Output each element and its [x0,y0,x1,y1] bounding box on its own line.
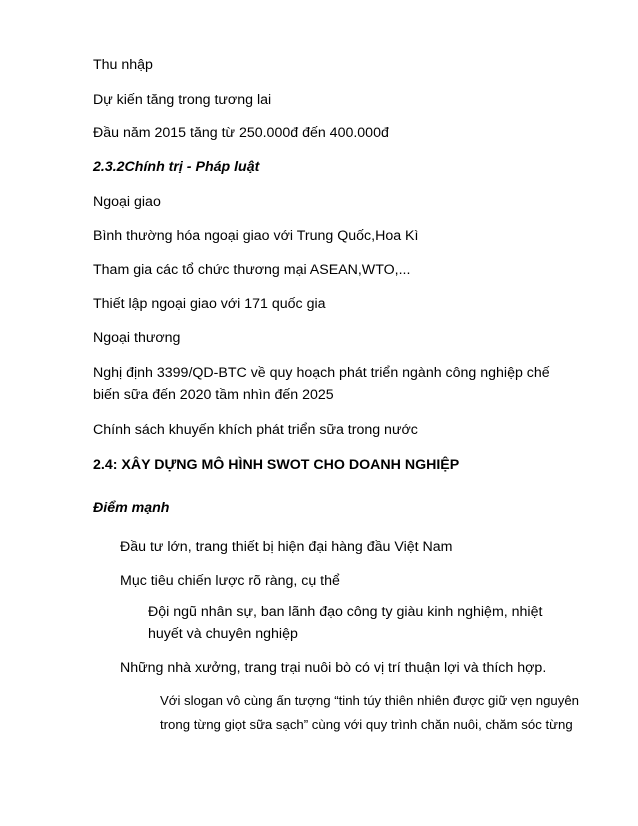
list-item: Với slogan vô cùng ấn tượng “tinh túy thiên nhiên được giữ vẹn nguyên trong từng giọt sữa sạch” cùng với quy trình chăn nuôi, chăm sóc từng [160,693,579,732]
text-line: Tham gia các tổ chức thương mại ASEAN,WTO,... [93,262,411,278]
subsection-heading: Điểm mạnh [93,500,170,516]
text-line: Đầu năm 2015 tăng từ 250.000đ đến 400.000đ [93,125,389,141]
text-line: Dự kiến tăng trong tương lai [93,92,272,108]
text-line: Chính sách khuyến khích phát triển sữa trong nước [93,422,418,438]
list-item: Những nhà xưởng, trang trại nuôi bò có vị trí thuận lợi và thích hợp. [120,660,547,676]
text-line: Thiết lập ngoại giao với 171 quốc gia [93,296,326,312]
text-line: Thu nhập [93,57,153,73]
text-line: Ngoại giao [93,194,161,210]
text-line: Bình thường hóa ngoại giao với Trung Quốc,Hoa Kì [93,228,419,244]
list-item: Đội ngũ nhân sự, ban lãnh đạo công ty giàu kinh nghiệm, nhiệt huyết và chuyên nghiệp [148,604,543,642]
text-paragraph: Nghị định 3399/QD-BTC về quy hoạch phát triển ngành công nghiệp chế biến sữa đến 2020 tầm nhìn đến 2025 [93,365,550,403]
list-item: Mục tiêu chiến lược rõ ràng, cụ thể [120,573,340,589]
text-line: Ngoại thương [93,330,181,346]
section-heading: 2.3.2Chính trị - Pháp luật [93,159,260,175]
section-heading: 2.4: XÂY DỰNG MÔ HÌNH SWOT CHO DOANH NGHIỆP [93,457,460,473]
list-item: Đầu tư lớn, trang thiết bị hiện đại hàng đầu Việt Nam [120,539,453,555]
